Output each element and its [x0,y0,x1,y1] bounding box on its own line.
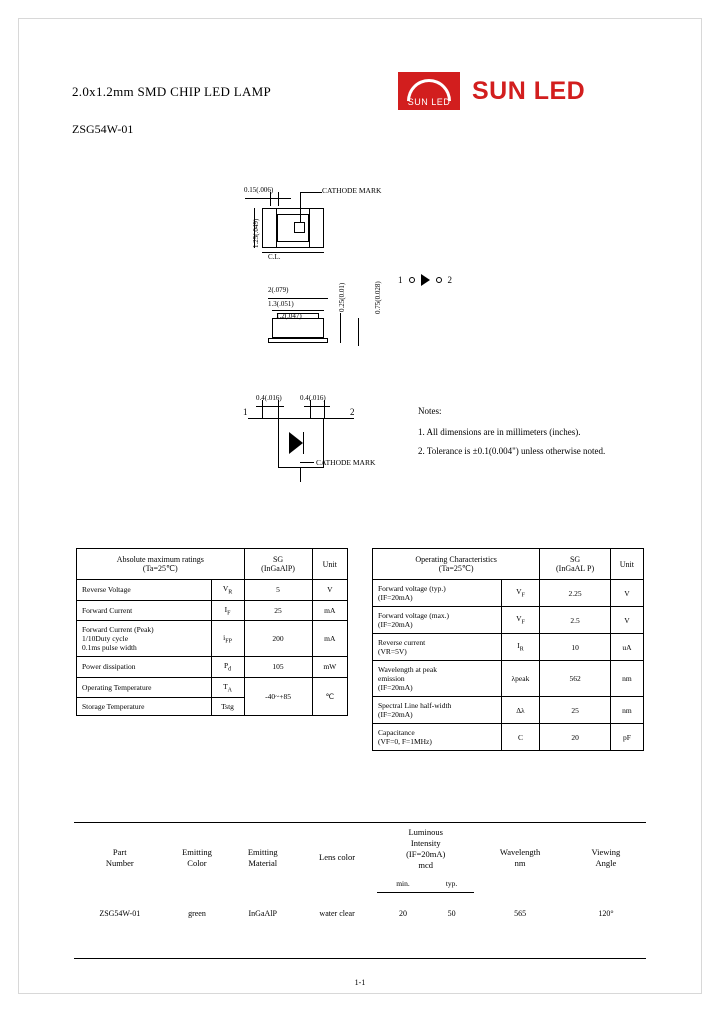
dim-line [256,406,284,407]
table-row [373,661,644,697]
op-value-spectral-halfwidth: 25 [540,697,611,724]
col-header-luminous-line2: Intensity [410,838,441,848]
op-value-reverse-current: 10 [540,634,611,661]
logo-mark-label: SUN LED [407,97,451,107]
op-param-peak-line1: Wavelength at peak [378,665,437,674]
dim-tick [278,400,279,418]
op-param-forward-voltage-max [373,607,502,634]
op-param-peak-wavelength [373,661,502,697]
col-header-part-number-line1: Part [112,846,127,857]
abs-unit-forward-current-peak: mA [312,621,347,657]
cell-luminous-min: 20 [398,909,407,919]
op-symbol-spectral-halfwidth: Δλ [501,697,540,724]
abs-param-storage-temperature: Storage Temperature [77,698,212,716]
abs-symbol-forward-current: $I_F$ [211,600,244,621]
dim-tick [262,400,263,418]
dim-side-foot: 0.75(0.028) [374,281,382,314]
table-header-row [74,823,646,876]
dim-side-length: 2(.079) [268,286,289,294]
col-header-emitting-color [166,823,229,893]
abs-header-unit: Unit [312,549,347,580]
leader-line [248,418,278,419]
col-header-luminous-min: min. [377,875,429,893]
leader-line [300,462,314,463]
op-unit-capacitance: pF [610,724,643,751]
abs-unit-reverse-voltage: V [312,580,347,601]
dim-top-height: 1.25(.049) [252,218,260,248]
op-param-spectral-halfwidth [373,697,502,724]
note-1: 1. All dimensions are in millimeters (inches). [418,427,581,437]
op-unit-forward-voltage-max: V [610,607,643,634]
op-value-capacitance: 20 [540,724,611,751]
abs-param-peak-line3: 0.1ms pulse width [82,643,137,652]
col-header-wavelength [474,823,566,893]
diode-triangle-icon [421,274,430,286]
col-header-viewing-angle-line1: Viewing [591,846,621,857]
table-row [373,697,644,724]
abs-param-operating-temperature: Operating Temperature [77,677,212,698]
abs-header-sg-line2: (InGaAlP) [261,564,295,573]
footer-divider [74,958,646,959]
col-header-luminous-typ: typ. [429,875,475,893]
page-title: 2.0x1.2mm SMD CHIP LED LAMP [72,84,272,99]
cell-emitting-color: green [188,909,206,918]
col-header-luminous-line4: mcd [418,860,434,870]
op-symbol-forward-voltage-max: $V_F$ [501,607,540,634]
op-header-unit: Unit [610,549,643,580]
logo-wordmark: SUN LED [472,76,586,105]
abs-symbol-forward-current-peak: $i_{FP}$ [211,621,244,657]
polarity-pin2-label: 2 [447,275,452,285]
op-header-title-line1: Operating Characteristics [415,555,497,564]
dim-tick [310,400,311,418]
note-2: 2. Tolerance is ±0.1(0.004") unless otherwise noted. [418,446,606,456]
table-row [77,657,348,678]
op-param-halfwidth-line2: (IF=20mA) [378,710,413,719]
op-param-ir-line1: Reverse current [378,638,426,647]
top-view-pad-right [309,208,324,248]
dim-top-width: 0.15(.006) [244,186,274,194]
abs-value-reverse-voltage: 5 [244,580,312,601]
op-param-vf-typ-line1: Forward voltage (typ.) [378,584,446,593]
sunled-logo [398,72,585,110]
col-header-viewing-angle-line2: Angle [595,857,617,868]
cell-luminous-typ: 50 [447,909,456,919]
abs-param-reverse-voltage: Reverse Voltage [77,580,212,601]
col-header-lens-color: Lens color [297,823,377,893]
mechanical-drawings [0,170,720,480]
dim-tick [278,192,279,206]
table-row [77,621,348,657]
cell-lens-color: water clear [319,909,355,918]
cathode-mark-shape [294,222,305,233]
abs-symbol-storage-temperature: Tstg [211,698,244,716]
cathode-mark-label-bottom: CATHODE MARK [316,458,376,467]
abs-param-forward-current-peak [77,621,212,657]
cell-wavelength: 565 [514,909,527,918]
led-diode-icon [289,432,303,454]
operating-characteristics-table [372,548,644,751]
col-header-part-number-line2: Number [105,857,134,868]
op-symbol-forward-voltage-typ: $V_F$ [501,580,540,607]
abs-value-temperature-range: -40~+85 [244,677,312,716]
col-header-emitting-material-line2: Material [248,857,278,868]
abs-param-power-dissipation: Power dissipation [77,657,212,678]
notes-title: Notes: [418,406,442,416]
col-header-viewing-angle [566,823,646,893]
op-unit-reverse-current: uA [610,634,643,661]
top-view-pad-left [262,208,277,248]
op-unit-forward-voltage-typ: V [610,580,643,607]
abs-unit-power-dissipation: mW [312,657,347,678]
op-symbol-reverse-current: $I_R$ [501,634,540,661]
leader-line [300,468,301,482]
col-header-wavelength-line2: nm [514,857,526,868]
op-param-capacitance-line1: Capacitance [378,728,415,737]
col-header-luminous-line3: (IF=20mA) [406,849,446,859]
col-header-wavelength-line1: Wavelength [499,846,541,857]
table-row [373,607,644,634]
table-row [74,893,646,935]
dim-side-inner: 1.3(.051) [268,300,294,308]
op-param-peak-line2: emission [378,674,405,683]
leader-line [300,192,301,222]
abs-header-title [77,549,245,580]
abs-value-forward-current: 25 [244,600,312,621]
abs-symbol-power-dissipation: $P_d$ [211,657,244,678]
abs-symbol-operating-temperature: $T_A$ [211,677,244,698]
absolute-maximum-ratings-table [76,548,348,716]
dim-line [268,298,328,299]
dim-side-height: 0.25(0.01) [338,282,346,312]
abs-header-sg-line1: SG [272,555,284,564]
abs-unit-temperature-range: ℃ [312,677,347,716]
abs-header-title-line2: (Ta=25℃) [142,564,178,573]
abs-value-forward-current-peak: 200 [244,621,312,657]
center-line-label: C.L. [268,253,281,261]
abs-symbol-reverse-voltage: $V_R$ [211,580,244,601]
dim-tick [270,192,271,206]
notes-block [418,402,605,461]
dim-line [272,310,324,311]
op-param-forward-voltage-typ [373,580,502,607]
bottom-view-pin1-label: 1 [243,407,248,417]
polarity-symbol [398,274,452,286]
cell-viewing-angle: 120° [598,909,614,918]
cell-part-number: ZSG54W-01 [99,909,141,918]
op-param-vf-typ-line2: (IF=20mA) [378,593,413,602]
page-number: 1-1 [354,978,366,987]
table-header-row [77,549,348,580]
abs-param-peak-line2: 1/10Duty cycle [82,634,129,643]
op-header-title [373,549,540,580]
op-param-vf-max-line1: Forward voltage (max.) [378,611,450,620]
dim-bottom-left: 0.4(.016) [256,394,282,402]
polarity-terminal-icon [409,277,415,283]
op-param-peak-line3: (IF=20mA) [378,683,413,692]
op-param-ir-line2: (VR=5V) [378,647,407,656]
op-param-capacitance [373,724,502,751]
col-header-luminous-line1: Luminous [408,827,443,837]
op-param-vf-max-line2: (IF=20mA) [378,620,413,629]
table-header-row [373,549,644,580]
op-symbol-capacitance: C [501,724,540,751]
abs-header-sg [244,549,312,580]
logo-mark-icon [398,72,460,110]
op-param-halfwidth-line1: Spectral Line half-width [378,701,452,710]
dim-bottom-right: 0.4(.016) [300,394,326,402]
col-header-luminous-intensity [377,823,474,876]
col-header-emitting-color-line2: Color [187,857,207,868]
cell-emitting-material: InGaAlP [248,909,277,918]
col-header-emitting-color-line1: Emitting [182,846,212,857]
table-row [373,580,644,607]
table-row [77,677,348,698]
op-param-capacitance-line2: (VF=0, F=1MHz) [378,737,432,746]
col-header-emitting-material [228,823,297,893]
dim-line [245,198,291,199]
polarity-pin1-label: 1 [398,275,403,285]
col-header-part-number [74,823,166,893]
part-selection-table [74,822,646,935]
op-header-title-line2: (Ta=25℃) [438,564,474,573]
op-header-sg [540,549,611,580]
op-header-sg-line1: SG [569,555,581,564]
table-row [373,634,644,661]
side-view-base [268,338,328,343]
led-cathode-bar-icon [303,432,304,454]
leader-line [300,192,322,193]
dim-tick [324,400,325,418]
table-row [77,600,348,621]
op-value-forward-voltage-typ: 2.25 [540,580,611,607]
op-symbol-peak-wavelength: λpeak [501,661,540,697]
table-row [77,580,348,601]
op-unit-peak-wavelength: nm [610,661,643,697]
abs-value-power-dissipation: 105 [244,657,312,678]
polarity-terminal-icon [436,277,442,283]
part-number-heading: ZSG54W-01 [72,122,134,136]
op-value-peak-wavelength: 562 [540,661,611,697]
abs-param-peak-line1: Forward Current (Peak) [82,625,154,634]
col-header-emitting-material-line1: Emitting [247,846,278,857]
op-param-reverse-current [373,634,502,661]
op-header-sg-line2: (InGaAL P) [555,564,595,573]
leader-line [324,418,354,419]
dim-line [304,406,330,407]
table-row [373,724,644,751]
abs-header-title-line1: Absolute maximum ratings [116,555,204,564]
dim-line [340,313,341,343]
op-unit-spectral-halfwidth: nm [610,697,643,724]
bottom-view-pin2-label: 2 [350,407,355,417]
cathode-mark-label-top: CATHODE MARK [322,186,382,195]
op-value-forward-voltage-max: 2.5 [540,607,611,634]
dim-side-pad: 1.2(.047) [276,312,302,320]
abs-param-forward-current: Forward Current [77,600,212,621]
dim-line [358,318,359,346]
abs-unit-forward-current: mA [312,600,347,621]
side-view-body [272,318,324,338]
